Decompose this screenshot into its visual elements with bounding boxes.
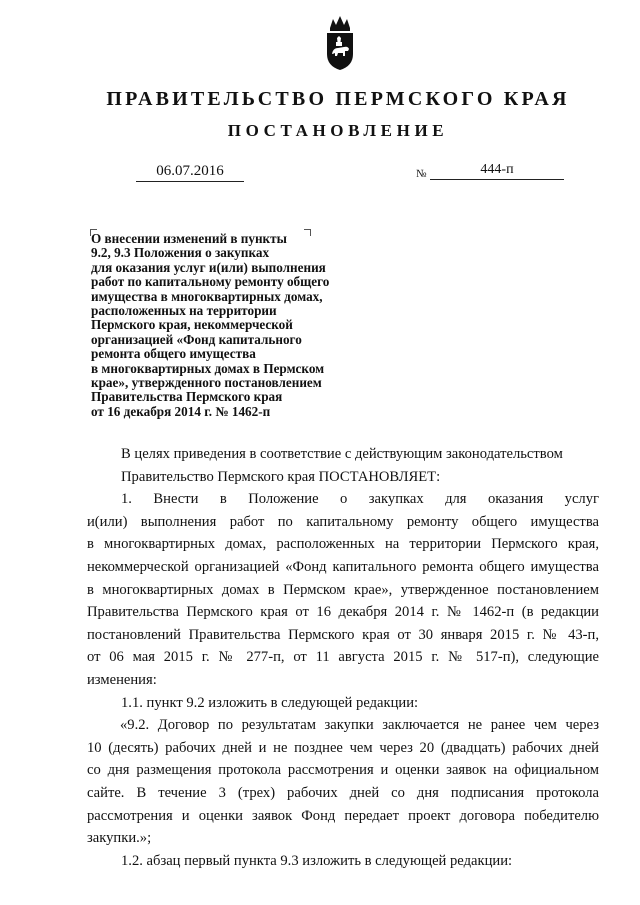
subject-line: расположенных на территории (91, 303, 277, 319)
document-date: 06.07.2016 (136, 163, 244, 182)
body-line: некоммерческой организацией «Фонд капитального ремонта общего имущества (87, 558, 599, 575)
body-line: и(или) выполнения работ по капитальному ремонту общего имущества (87, 513, 599, 530)
body-line: 1. Внести в Положение о закупках для оказания услуг (121, 491, 599, 508)
body-line: изменения: (87, 671, 157, 688)
subject-line: организацией «Фонд капитального (91, 331, 302, 347)
number-sign: № (416, 168, 427, 180)
perm-krai-coat-of-arms-icon (324, 14, 356, 72)
subject-line: в многоквартирных домах в Пермском (91, 360, 325, 376)
body-line: Правительства Пермского края от 16 декабря 2014 г. № 1462-п (в редакции (87, 604, 599, 621)
body-line: в многоквартирных домах в Пермском крае», утвержденное постановлением (87, 581, 599, 598)
subject-line: имущества в многоквартирных домах, (91, 288, 323, 304)
body-line: рассмотрения и оценки заявок Фонд передает проект договора победителю (87, 807, 599, 824)
subject-line: ремонта общего имущества (91, 346, 256, 362)
body-line: В целях приведения в соответствие с действующим законодательством (121, 446, 563, 462)
document-body (87, 443, 599, 872)
subject-line: Пермского края, некоммерческой (91, 317, 293, 333)
subject-line: Правительства Пермского края (91, 389, 283, 405)
subject-line: крае», утвержденного постановлением (91, 375, 322, 391)
government-title: ПРАВИТЕЛЬСТВО ПЕРМСКОГО КРАЯ (106, 88, 570, 110)
subject-line: О внесении изменений в пункты (91, 231, 287, 246)
body-line: «9.2. Договор по результатам закупки заключается не ранее чем через (120, 717, 599, 734)
body-line: закупки.»; (87, 830, 152, 847)
document-number: 444-п (430, 162, 564, 180)
subject-line: работ по капитальному ремонту общего (91, 274, 330, 290)
subject-line: для оказания услуг и(или) выполнения (91, 259, 326, 275)
document-subject (91, 232, 381, 419)
subject-line: от 16 декабря 2014 г. № 1462-п (91, 403, 271, 419)
body-line: постановлений Правительства Пермского края от 30 января 2015 г. № 43-п, (87, 626, 599, 643)
body-line: сайте. В течение 3 (трех) рабочих дней со дня подписания протокола (87, 784, 599, 801)
subject-line: 9.2, 9.3 Положения о закупках (91, 245, 270, 261)
body-line: 1.1. пункт 9.2 изложить в следующей редакции: (121, 694, 419, 711)
body-line: со дня размещения протокола рассмотрения и оценки заявок на официальном (87, 762, 599, 779)
body-line: в многоквартирных домах, расположенных на территории Пермского края, (87, 536, 599, 553)
body-line: 10 (десять) рабочих дней и не позднее чем через 20 (двадцать) рабочих дней (87, 739, 599, 756)
body-line: 1.2. абзац первый пункта 9.3 изложить в следующей редакции: (121, 852, 513, 869)
body-line: от 06 мая 2015 г. № 277-п, от 11 августа 2015 г. № 517-п), следующие (87, 649, 599, 666)
body-line: Правительство Пермского края ПОСТАНОВЛЯЕТ: (121, 468, 441, 485)
document-type: ПОСТАНОВЛЕНИЕ (227, 121, 449, 140)
